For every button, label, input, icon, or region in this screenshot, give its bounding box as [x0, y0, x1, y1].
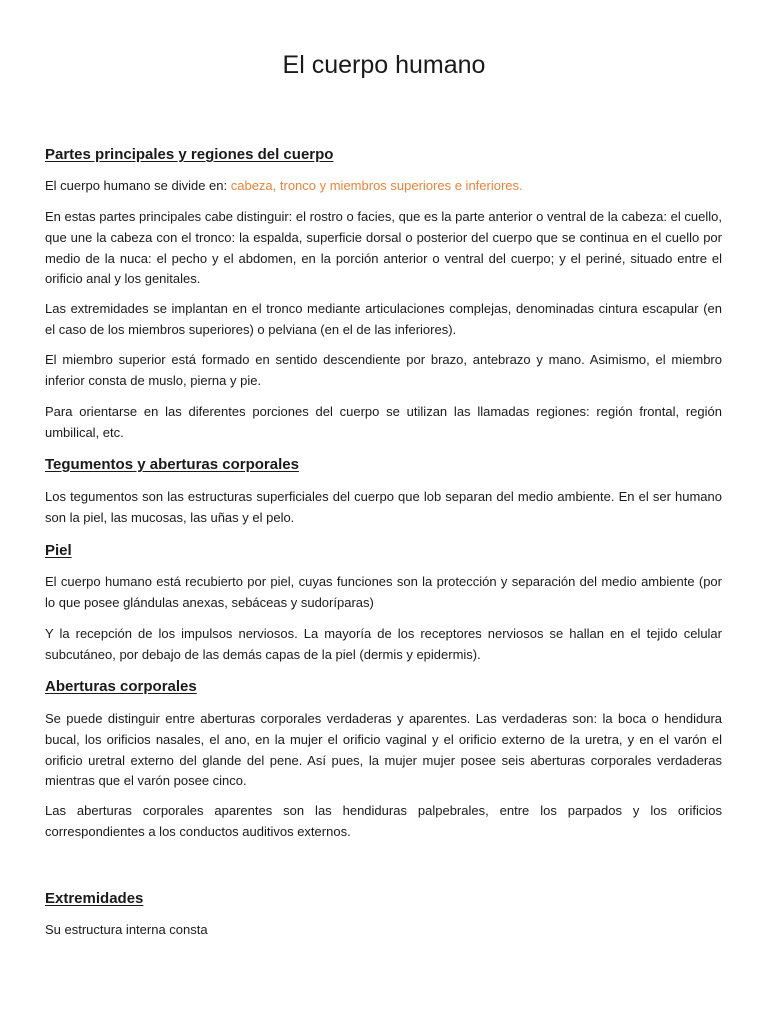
paragraph-extremities: Las extremidades se implantan en el tronco mediante articulaciones complejas, denominadas cintura escapular (en el caso de los miembros superiores) o pelviana (en el de las inferiores). [45, 301, 722, 337]
paragraph-regions: En estas partes principales cabe distinguir: el rostro o facies, que es la parte anterior o ventral de la cabeza: el cuello, que une la cabeza con el tronco: la espalda, superficie dorsal o posterior del cuerpo que se continua en el cuello por medio de la nuca: el pecho y el abdomen, en la porción anterior o ventral del cuerpo; y el periné, situado entre el orificio anal y los genitales. [45, 209, 722, 287]
paragraph-aberturas-1: Se puede distinguir entre aberturas corporales verdaderas y aparentes. Las verdaderas son: la boca o hendidura bucal, los orificios nasales, el ano, en la mujer el orificio vaginal y el orificio externo de la uretra, y en el varón el orificio uretral externo del glande del pene. Así pues, la mujer mujer posee seis aberturas corporales verdaderas mientras que el varón posee cinco. [45, 711, 722, 789]
paragraph-piel-1: El cuerpo humano está recubierto por piel, cuyas funciones son la protección y separación del medio ambiente (por lo que posee glándulas anexas, sebáceas y sudoríparas) [45, 574, 722, 610]
paragraph-tegumentos: Los tegumentos son las estructuras superficiales del cuerpo que lob separan del medio ambiente. En el ser humano son la piel, las mucosas, las uñas y el pelo. [45, 489, 722, 525]
heading-tegumentos: Tegumentos y aberturas corporales [45, 456, 299, 473]
paragraph-aberturas-2: Las aberturas corporales aparentes son las hendiduras palpebrales, entre los parpados y los orificios correspondientes a los conductos auditivos externos. [45, 803, 722, 839]
heading-partes: Partes principales y regiones del cuerpo [45, 146, 334, 163]
paragraph-piel-2: Y la recepción de los impulsos nerviosos. La mayoría de los receptores nerviosos se hallan en el tejido celular subcutáneo, por debajo de las demás capas de la piel (dermis y epidermis). [45, 626, 722, 662]
paragraph-orientation: Para orientarse en las diferentes porciones del cuerpo se utilizan las llamadas regiones: región frontal, región umbilical, etc. [45, 404, 722, 440]
heading-piel: Piel [45, 542, 72, 559]
paragraph-limbs: El miembro superior está formado en sentido descendiente por brazo, antebrazo y mano. Asimismo, el miembro inferior consta de muslo, pierna y pie. [45, 352, 722, 388]
paragraph-extremidades: Su estructura interna consta [45, 922, 208, 937]
heading-extremidades: Extremidades [45, 890, 144, 907]
paragraph-divide [45, 176, 722, 197]
heading-aberturas: Aberturas corporales [45, 678, 197, 695]
document-title: El cuerpo humano [282, 51, 486, 79]
highlighted-parts-text: cabeza, tronco y miembros superiores e inferiores. [230, 178, 523, 193]
paragraph-divide-lead: El cuerpo humano se divide en: [45, 178, 231, 193]
